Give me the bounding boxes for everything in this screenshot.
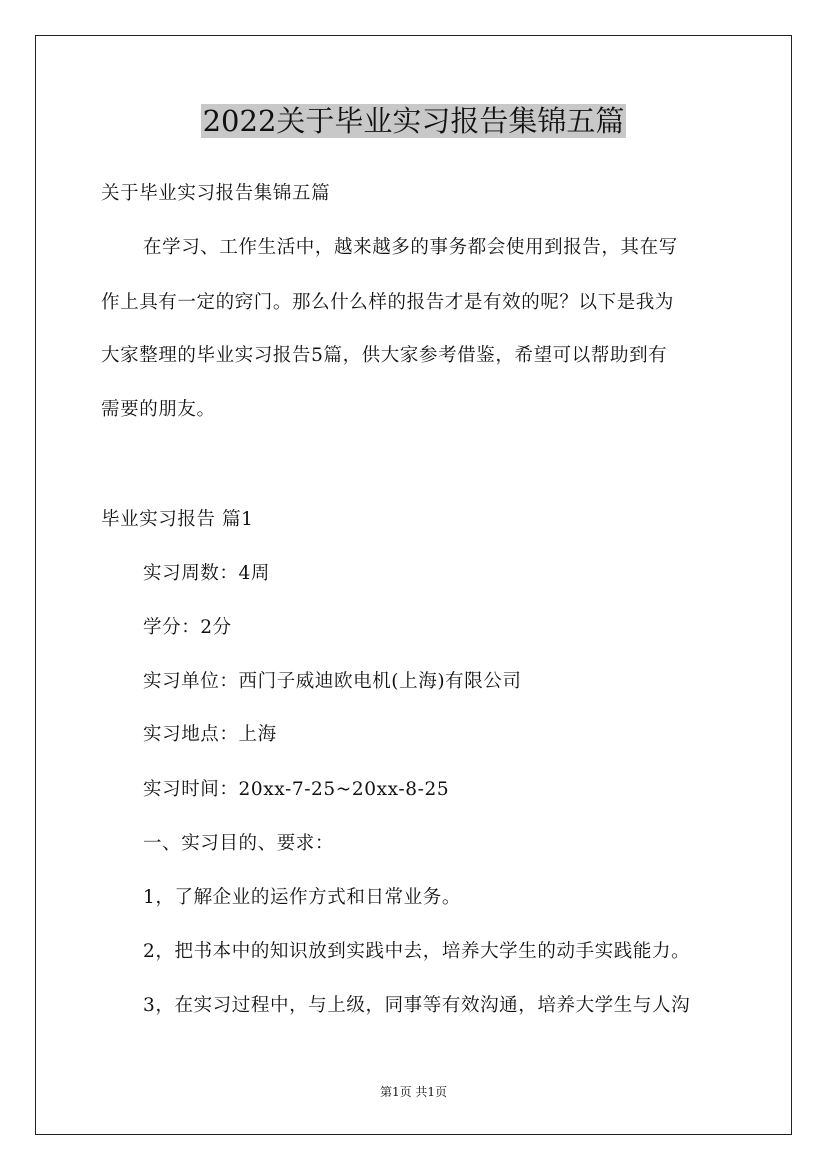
detail-credits: 学分：2分 xyxy=(143,617,232,638)
purpose-item-3: 3，在实习过程中，与上级，同事等有效沟通，培养大学生与人沟 xyxy=(143,995,691,1016)
intro-line-2: 作上具有一定的窍门。那么什么样的报告才是有效的呢？以下是我为 xyxy=(101,292,675,313)
purpose-item-1: 1，了解企业的运作方式和日常业务。 xyxy=(143,887,461,908)
document-subtitle: 关于毕业实习报告集锦五篇 xyxy=(101,183,331,204)
detail-location: 实习地点：上海 xyxy=(143,724,277,745)
intro-line-4: 需要的朋友。 xyxy=(101,399,216,420)
detail-period: 实习时间：20xx-7-25~20xx-8-25 xyxy=(143,779,450,800)
detail-weeks: 实习周数：4周 xyxy=(143,563,270,584)
intro-line-3: 大家整理的毕业实习报告5篇，供大家参考借鉴，希望可以帮助到有 xyxy=(101,345,668,366)
intro-line-1: 在学习、工作生活中，越来越多的事务都会使用到报告，其在写 xyxy=(143,237,678,258)
page-number: 第1页 共1页 xyxy=(379,1085,448,1099)
document-title xyxy=(0,99,827,143)
section-heading: 毕业实习报告 篇1 xyxy=(101,509,254,530)
purpose-heading: 一、实习目的、要求： xyxy=(143,833,335,854)
document-title-text: 2022关于毕业实习报告集锦五篇 xyxy=(202,104,625,138)
purpose-item-2: 2，把书本中的知识放到实践中去，培养大学生的动手实践能力。 xyxy=(143,941,691,962)
detail-company: 实习单位：西门子威迪欧电机(上海)有限公司 xyxy=(143,671,522,692)
